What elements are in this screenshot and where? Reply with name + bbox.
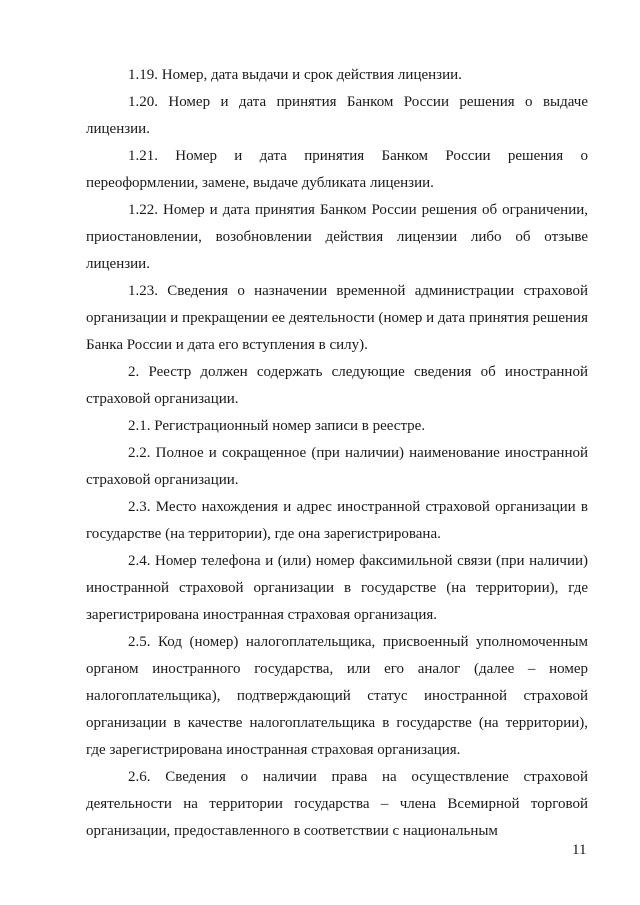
paragraph-1-21: 1.21. Номер и дата принятия Банком России решения о переоформлении, замене, выдаче дубликата лицензии. xyxy=(86,148,588,191)
page-number: 11 xyxy=(572,842,587,858)
paragraph-1-22: 1.22. Номер и дата принятия Банком России решения об ограничении, приостановлении, возобновлении действия лицензии либо об отзыве лицензии. xyxy=(86,202,588,272)
paragraph-2: 2. Реестр должен содержать следующие сведения об иностранной страховой организации. xyxy=(86,364,588,407)
document-body xyxy=(86,62,588,845)
paragraph-2-3: 2.3. Место нахождения и адрес иностранной страховой организации в государстве (на территории), где она зарегистрирована. xyxy=(86,499,588,542)
paragraph-2-1: 2.1. Регистрационный номер записи в реестре. xyxy=(128,418,426,434)
paragraph-1-20: 1.20. Номер и дата принятия Банком России решения о выдаче лицензии. xyxy=(86,94,588,137)
paragraph-2-2: 2.2. Полное и сокращенное (при наличии) наименование иностранной страховой организации. xyxy=(86,445,588,488)
paragraph-2-5: 2.5. Код (номер) налогоплательщика, присвоенный уполномоченным органом иностранного государства, или его аналог (далее – номер налогоплательщика), подтверждающий статус иностранной страховой организации в качестве налогоплательщика в государстве (на территории), где зарегистрирована иностранная страховая организация. xyxy=(86,634,588,758)
paragraph-1-19: 1.19. Номер, дата выдачи и срок действия лицензии. xyxy=(128,67,462,83)
paragraph-2-6: 2.6. Сведения о наличии права на осуществление страховой деятельности на территории государства – члена Всемирной торговой организации, предоставленного в соответствии с национальным xyxy=(86,769,588,839)
paragraph-2-4: 2.4. Номер телефона и (или) номер факсимильной связи (при наличии) иностранной страховой организации в государстве (на территории), где зарегистрирована иностранная страховая организация. xyxy=(86,553,588,623)
paragraph-1-23: 1.23. Сведения о назначении временной администрации страховой организации и прекращении ее деятельности (номер и дата принятия решения Банка России и дата его вступления в силу). xyxy=(86,283,588,353)
